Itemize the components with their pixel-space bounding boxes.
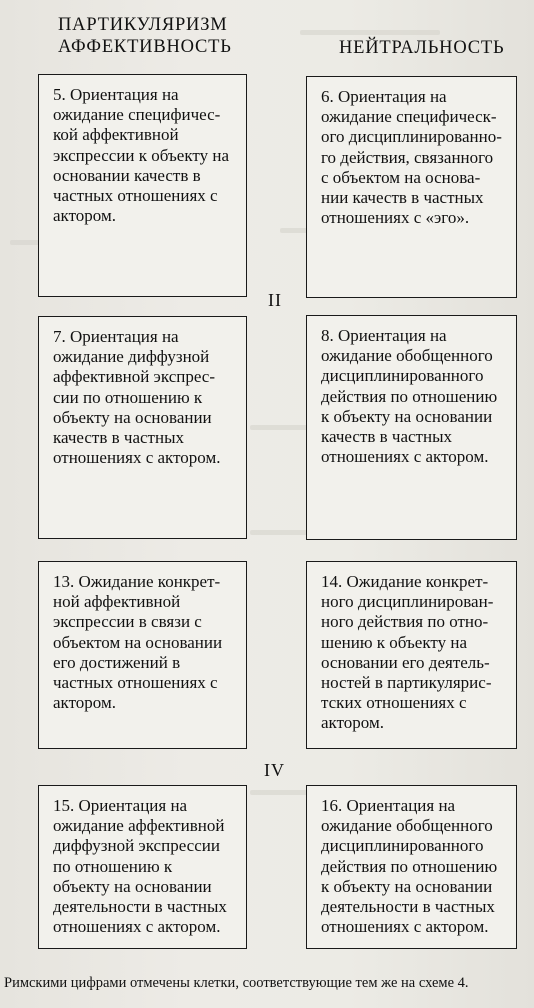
cell-8-text: 8. Ориентация на ожидание обобщенного дисциплинированного действия по отношению к объекту на основании качеств в частных отношениях с актором.: [321, 326, 498, 467]
bleed-through-mark: [250, 425, 310, 430]
bleed-through-mark: [250, 530, 310, 535]
column-heading-neutrality: НЕЙТРАЛЬНОСТЬ: [339, 38, 505, 58]
cell-7: [38, 316, 247, 539]
bleed-through-mark: [300, 30, 440, 35]
cell-14: [306, 561, 517, 749]
cell-8: [306, 315, 517, 540]
column-heading-particularism: ПАРТИКУЛЯРИЗМ: [58, 15, 228, 35]
cell-6-text: 6. Ориентация на ожидание специфическ- ого дисциплинированно- го действия, связанного с объектом на основа- нии качеств в частных отношениях с «эго».: [321, 87, 502, 228]
bleed-through-mark: [10, 240, 40, 245]
cell-5-text: 5. Ориентация на ожидание специфичес- кой аффективной экспрессии к объекту на основании качеств в частных отношениях с актором.: [53, 85, 229, 226]
roman-numeral-ii: II: [268, 290, 282, 310]
cell-15-text: 15. Ориентация на ожидание аффективной диффузной экспрессии по отношению к объекту на основании деятельности в частных отношениях с актором.: [53, 796, 227, 937]
roman-numeral-iv: IV: [264, 760, 285, 780]
cell-16: [306, 785, 517, 949]
cell-6: [306, 76, 517, 298]
cell-15: [38, 785, 247, 949]
cell-14-text: 14. Ожидание конкрет- ного дисциплинирован- ного действия по отно- шению к объекту на основании его деятель- ностей в партикулярис- тских отношениях с актором.: [321, 572, 494, 733]
cell-7-text: 7. Ориентация на ожидание диффузной аффективной экспрес- сии по отношению к объекту на основании качеств в частных отношениях с актором.: [53, 327, 221, 468]
cell-13: [38, 561, 247, 749]
cell-13-text: 13. Ожидание конкрет- ной аффективной экспрессии в связи с объектом на основании его достижений в частных отношениях с актором.: [53, 572, 223, 713]
cell-16-text: 16. Ориентация на ожидание обобщенного дисциплинированного действия по отношению к объекту на основании деятельности в частных отношениях с актором.: [321, 796, 498, 937]
bleed-through-mark: [250, 790, 310, 795]
cell-5: [38, 74, 247, 297]
figure-caption: Римскими цифрами отмечены клетки, соответствующие тем же на схеме 4.: [4, 975, 469, 991]
column-heading-affectivity: АФФЕКТИВНОСТЬ: [58, 37, 232, 57]
